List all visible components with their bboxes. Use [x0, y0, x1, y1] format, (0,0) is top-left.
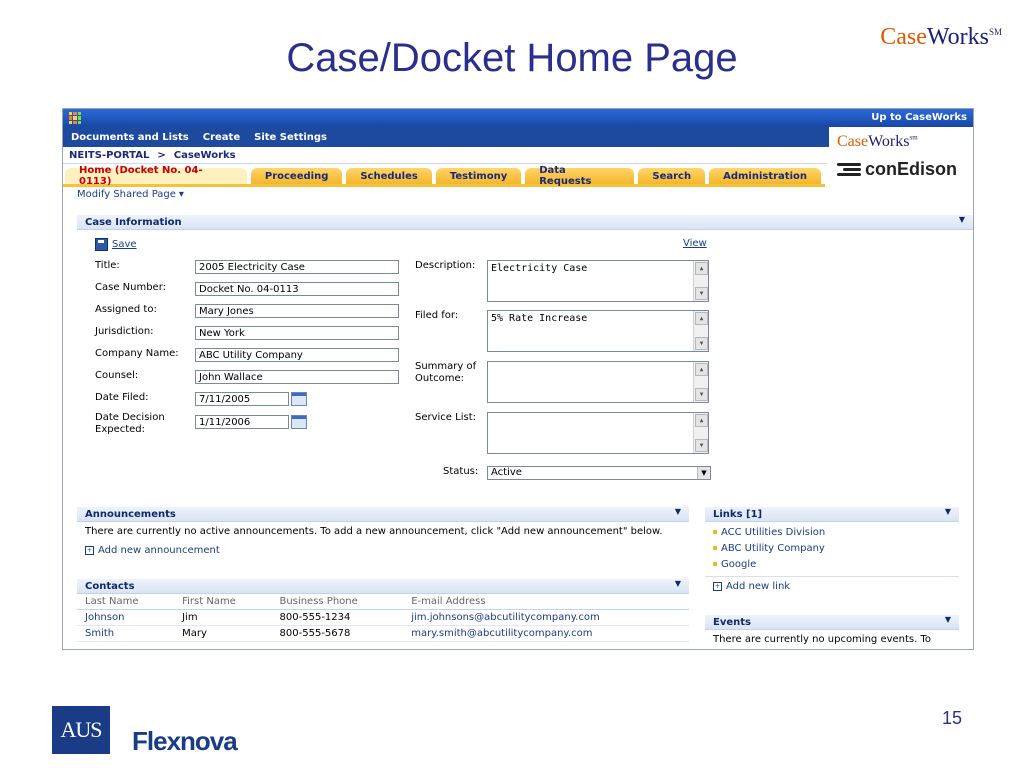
- scroll-up-icon[interactable]: ▲: [695, 312, 708, 325]
- logo-case: Case: [880, 24, 927, 50]
- announcements-panel: [77, 507, 689, 560]
- counsel-label: Counsel:: [95, 370, 139, 381]
- table-row: [77, 626, 689, 642]
- dropdown-arrow-icon: ▾: [178, 188, 184, 200]
- add-announcement-link[interactable]: [77, 541, 689, 560]
- tab-schedules[interactable]: Schedules: [346, 168, 431, 184]
- contacts-panel: [77, 579, 689, 642]
- browser-screenshot: [62, 108, 974, 650]
- save-label: Save: [112, 239, 137, 250]
- add-new-link[interactable]: [705, 576, 959, 596]
- contact-first-name: Mary: [174, 626, 271, 642]
- save-button[interactable]: [95, 238, 137, 251]
- contact-first-name: Jim: [174, 610, 271, 626]
- scroll-down-icon[interactable]: ▼: [695, 439, 708, 452]
- tab-administration[interactable]: Administration: [709, 168, 821, 184]
- list-item[interactable]: [713, 540, 959, 556]
- scroll-up-icon[interactable]: ▲: [695, 414, 708, 427]
- link-label[interactable]: Google: [721, 558, 757, 570]
- aus-logo: AUS: [52, 706, 110, 754]
- contacts-table: [77, 594, 689, 642]
- contact-email[interactable]: jim.johnsons@abcutilitycompany.com: [403, 610, 689, 626]
- case-number-field[interactable]: Docket No. 04-0113: [195, 282, 399, 296]
- collapse-arrow-icon[interactable]: ▼: [674, 579, 681, 588]
- app-grid-icon[interactable]: [69, 112, 81, 124]
- filed-for-textarea[interactable]: [487, 310, 709, 352]
- scroll-up-icon[interactable]: ▲: [695, 262, 708, 275]
- conedison-logo: [837, 159, 957, 180]
- conedison-label: conEdison: [865, 159, 958, 179]
- calendar-icon[interactable]: [291, 415, 307, 429]
- links-list: [705, 524, 959, 572]
- tab-bar: [63, 164, 825, 187]
- date-decision-label-line1: Date Decision: [95, 412, 165, 423]
- table-header-row: [77, 594, 689, 610]
- col-business-phone[interactable]: Business Phone: [272, 594, 404, 610]
- case-information-body: [77, 230, 973, 502]
- collapse-arrow-icon[interactable]: ▼: [944, 615, 951, 624]
- calendar-icon[interactable]: [291, 392, 307, 406]
- breadcrumb: [63, 147, 827, 164]
- title-field[interactable]: 2005 Electricity Case: [195, 260, 399, 274]
- contact-phone: 800-555-5678: [272, 626, 404, 642]
- col-first-name[interactable]: First Name: [174, 594, 271, 610]
- counsel-field[interactable]: John Wallace: [195, 370, 399, 384]
- bullet-icon: [713, 530, 717, 534]
- events-panel: [705, 615, 959, 649]
- menu-documents-and-lists[interactable]: Documents and Lists: [71, 131, 189, 143]
- summary-of-outcome-textarea[interactable]: [487, 361, 709, 403]
- add-box-icon: +: [86, 547, 93, 554]
- company-name-field[interactable]: ABC Utility Company: [195, 348, 399, 362]
- contact-phone: 800-555-1234: [272, 610, 404, 626]
- contacts-header: [77, 579, 689, 594]
- caseworks-brand: [837, 133, 918, 151]
- scroll-down-icon[interactable]: ▼: [695, 337, 708, 350]
- contacts-title: Contacts: [85, 580, 135, 592]
- tab-home[interactable]: Home (Docket No. 04-0113): [65, 168, 247, 184]
- tab-testimony[interactable]: Testimony: [436, 168, 521, 184]
- modify-shared-page-menu[interactable]: [63, 187, 973, 201]
- modify-shared-page-label: Modify Shared Page: [77, 188, 176, 200]
- service-list-textarea[interactable]: [487, 412, 709, 454]
- scroll-down-icon[interactable]: ▼: [695, 388, 708, 401]
- events-header: [705, 615, 959, 630]
- menu-bar: [63, 127, 829, 147]
- bullet-icon: [713, 562, 717, 566]
- collapse-arrow-icon[interactable]: ▼: [944, 507, 951, 516]
- links-title: Links [1]: [713, 508, 763, 520]
- date-filed-label: Date Filed:: [95, 392, 149, 403]
- list-item[interactable]: [713, 556, 959, 572]
- tab-data-requests[interactable]: Data Requests: [525, 168, 634, 184]
- announcements-header: [77, 507, 689, 522]
- brand-case: Case: [837, 133, 869, 150]
- collapse-arrow-icon[interactable]: ▼: [674, 507, 681, 516]
- bullet-icon: [713, 546, 717, 550]
- description-label: Description:: [415, 260, 476, 271]
- caseworks-logo: [880, 24, 1002, 51]
- summary-of-outcome-label: [415, 361, 476, 385]
- collapse-arrow-icon[interactable]: ▼: [958, 215, 965, 224]
- tab-proceeding[interactable]: Proceeding: [251, 168, 343, 184]
- status-label: Status:: [443, 466, 479, 477]
- announcements-title: Announcements: [85, 508, 176, 520]
- col-last-name[interactable]: Last Name: [77, 594, 174, 610]
- contact-email[interactable]: mary.smith@abcutilitycompany.com: [403, 626, 689, 642]
- add-announcement-label: Add new announcement: [98, 545, 220, 556]
- scrollbar[interactable]: [693, 362, 708, 402]
- date-decision-label: [95, 412, 165, 436]
- case-information-title: Case Information: [85, 216, 182, 228]
- events-empty-text: There are currently no upcoming events. To: [713, 634, 932, 645]
- jurisdiction-label: Jurisdiction:: [95, 326, 154, 337]
- assigned-to-field[interactable]: Mary Jones: [195, 304, 399, 318]
- scrollbar[interactable]: [693, 413, 708, 453]
- status-select[interactable]: [487, 466, 711, 480]
- breadcrumb-current[interactable]: CaseWorks: [173, 149, 236, 161]
- add-new-link-label: Add new link: [726, 581, 791, 592]
- chevron-down-icon: ▼: [697, 467, 710, 479]
- service-list-label: Service List:: [415, 412, 476, 423]
- date-decision-label-line2: Expected:: [95, 424, 146, 435]
- events-title: Events: [713, 616, 751, 628]
- link-label[interactable]: ACC Utilities Division: [721, 526, 826, 538]
- table-row: [77, 610, 689, 626]
- page-number: 15: [941, 708, 962, 728]
- status-value: Active: [491, 467, 522, 478]
- scrollbar[interactable]: [693, 311, 708, 351]
- menu-create[interactable]: Create: [202, 131, 241, 143]
- slide-title: Case/Docket Home Page: [286, 36, 738, 80]
- breadcrumb-separator: >: [157, 149, 166, 161]
- scrollbar[interactable]: [693, 261, 708, 301]
- jurisdiction-field[interactable]: New York: [195, 326, 399, 340]
- title-label: Title:: [95, 260, 120, 271]
- company-name-label: Company Name:: [95, 348, 179, 359]
- description-value: Electricity Case: [491, 263, 588, 274]
- up-to-caseworks-link[interactable]: Up to CaseWorks: [871, 112, 967, 123]
- breadcrumb-root[interactable]: NEITS-PORTAL: [69, 149, 150, 161]
- menu-site-settings[interactable]: Site Settings: [254, 131, 328, 143]
- view-link[interactable]: View: [683, 238, 707, 249]
- case-information-panel: [77, 215, 973, 502]
- list-item[interactable]: [713, 524, 959, 540]
- flexnova-logo: Flexnova: [132, 726, 237, 756]
- case-number-label: Case Number:: [95, 282, 167, 293]
- tab-search[interactable]: Search: [638, 168, 705, 184]
- links-panel: [705, 507, 959, 596]
- scroll-up-icon[interactable]: ▲: [695, 363, 708, 376]
- summary-label-line1: Summary of: [415, 361, 477, 372]
- save-disk-icon: [95, 238, 108, 251]
- summary-label-line2: Outcome:: [415, 373, 465, 384]
- filed-for-label: Filed for:: [415, 310, 459, 321]
- contact-last-name[interactable]: Smith: [77, 626, 174, 642]
- add-box-icon: +: [714, 583, 721, 590]
- top-bar: [63, 109, 973, 127]
- contact-last-name[interactable]: Johnson: [77, 610, 174, 626]
- col-email-address[interactable]: E-mail Address: [403, 594, 689, 610]
- conedison-mark-icon: [837, 162, 861, 178]
- assigned-to-label: Assigned to:: [95, 304, 157, 315]
- announcements-empty-text: There are currently no active announcements. To add a new announcement, click "Add new announcement" below.: [85, 526, 663, 537]
- date-filed-field[interactable]: 7/11/2005: [195, 392, 289, 406]
- scroll-down-icon[interactable]: ▼: [695, 287, 708, 300]
- brand-sm: sm: [909, 133, 918, 142]
- brand-panel: [831, 127, 973, 189]
- links-header: [705, 507, 959, 522]
- description-textarea[interactable]: [487, 260, 709, 302]
- link-label[interactable]: ABC Utility Company: [721, 542, 825, 554]
- filed-for-value: 5% Rate Increase: [491, 313, 588, 324]
- logo-works: Works: [926, 24, 989, 50]
- date-decision-field[interactable]: 1/11/2006: [195, 415, 289, 429]
- case-information-header: [77, 215, 973, 230]
- logo-sm: SM: [988, 27, 1002, 37]
- brand-works: Works: [868, 133, 910, 150]
